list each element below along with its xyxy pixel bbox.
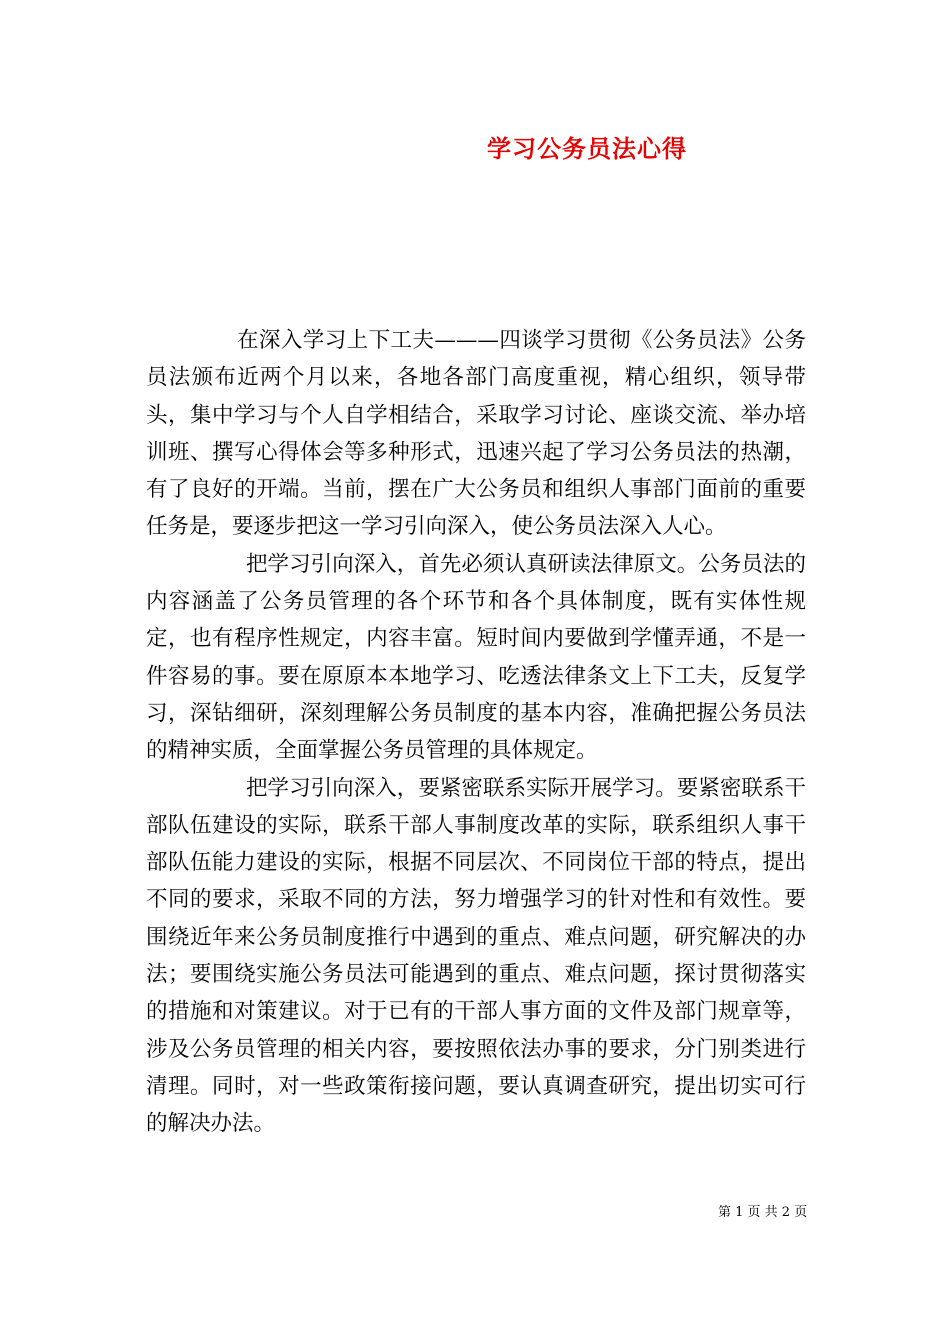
document-title: 学习公务员法心得 bbox=[487, 135, 687, 163]
paragraph-1: 在深入学习上下工夫———四谈学习贯彻《公务员法》公务员法颁布近两个月以来，各地各部门高度重视，精心组织，领导带头，集中学习与个人自学相结合，采取学习讨论、座谈交流、举办培训班、撰写心得体会等多种形式，迅速兴起了学习公务员法的热潮，有了良好的开端。当前，摆在广大公务员和组织人事部门面前的重要任务是，要逐步把这一学习引向深入，使公务员法深入人心。 bbox=[146, 328, 806, 540]
page-number-footer: 第 1 页 共 2 页 bbox=[718, 1205, 808, 1220]
document-body bbox=[146, 322, 806, 1143]
paragraph-2: 把学习引向深入，首先必须认真研读法律原文。公务员法的内容涵盖了公务员管理的各个环节和各个具体制度，既有实体性规定，也有程序性规定，内容丰富。短时间内要做到学懂弄通，不是一件容易的事。要在原原本本地学习、吃透法律条文上下工夫，反复学习，深钻细研，深刻理解公务员制度的基本内容，准确把握公务员法的精神实质，全面掌握公务员管理的具体规定。 bbox=[146, 551, 806, 764]
paragraph-3: 把学习引向深入，要紧密联系实际开展学习。要紧密联系干部队伍建设的实际，联系干部人事制度改革的实际，联系组织人事干部队伍能力建设的实际，根据不同层次、不同岗位干部的特点，提出不同的要求，采取不同的方法，努力增强学习的针对性和有效性。要围绕近年来公务员制度推行中遇到的重点、难点问题，研究解决的办法；要围绕实施公务员法可能遇到的重点、难点问题，探讨贯彻落实的措施和对策建议。对于已有的干部人事方面的文件及部门规章等，涉及公务员管理的相关内容，要按照依法办事的要求，分门别类进行清理。同时，对一些政策衔接问题，要认真调查研究，提出切实可行的解决办法。 bbox=[146, 775, 806, 1137]
